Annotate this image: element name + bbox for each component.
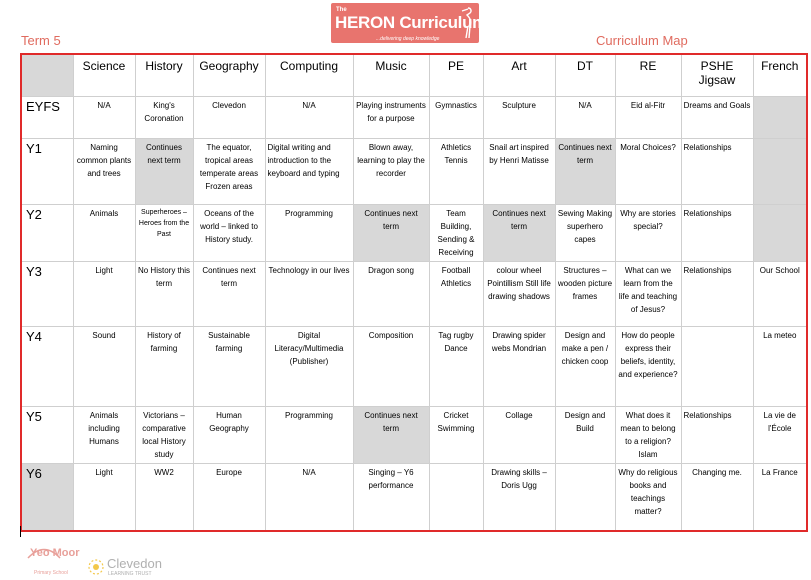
row-y3 xyxy=(21,261,807,326)
cell: Sculpture xyxy=(483,96,555,138)
row-label: Y6 xyxy=(21,463,73,531)
cell: N/A xyxy=(265,463,353,531)
cell: Our School xyxy=(753,261,807,326)
cell: Cricket Swimming xyxy=(429,406,483,463)
cell: Blown away, learning to play the recorder xyxy=(353,138,429,204)
cell: Programming xyxy=(265,204,353,261)
row-y2 xyxy=(21,204,807,261)
cell: Design and Build xyxy=(555,406,615,463)
cell: Continues next term xyxy=(353,204,429,261)
row-label: Y3 xyxy=(21,261,73,326)
col-pe: PE xyxy=(429,54,483,96)
sun-flower-icon xyxy=(87,558,105,576)
col-computing: Computing xyxy=(265,54,353,96)
row-y6 xyxy=(21,463,807,531)
cell xyxy=(429,463,483,531)
cell: Relationships xyxy=(681,138,753,204)
trust-name: Clevedon xyxy=(107,556,162,571)
cell: Structures – wooden picture frames xyxy=(555,261,615,326)
cell: What does it mean to belong to a religion? Islam xyxy=(615,406,681,463)
cell: Animals including Humans xyxy=(73,406,135,463)
cell: Sound xyxy=(73,326,135,406)
cell: Continues next term xyxy=(193,261,265,326)
row-y4 xyxy=(21,326,807,406)
cell: Light xyxy=(73,463,135,531)
cell: Superheroes – Heroes from the Past xyxy=(135,204,193,261)
cell: Light xyxy=(73,261,135,326)
col-re: RE xyxy=(615,54,681,96)
cell: Continues next term xyxy=(483,204,555,261)
cell xyxy=(753,96,807,138)
col-french: French xyxy=(753,54,807,96)
cell: The equator, tropical areas temperate areas Frozen areas xyxy=(193,138,265,204)
cell: N/A xyxy=(555,96,615,138)
cell: Team Building, Sending & Receiving xyxy=(429,204,483,261)
cell: What can we learn from the life and teaching of Jesus? xyxy=(615,261,681,326)
cell: Singing – Y6 performance xyxy=(353,463,429,531)
col-dt: DT xyxy=(555,54,615,96)
cell: Collage xyxy=(483,406,555,463)
cell: colour wheel Pointillism Still life drawing shadows xyxy=(483,261,555,326)
cell: Dragon song xyxy=(353,261,429,326)
cell: Playing instruments for a purpose xyxy=(353,96,429,138)
cell: Digital writing and introduction to the keyboard and typing xyxy=(265,138,353,204)
cell: Relationships xyxy=(681,204,753,261)
col-history: History xyxy=(135,54,193,96)
cell: Gymnastics xyxy=(429,96,483,138)
row-label: Y2 xyxy=(21,204,73,261)
cell: Clevedon xyxy=(193,96,265,138)
row-label: Y1 xyxy=(21,138,73,204)
cell: Oceans of the world – linked to History study. xyxy=(193,204,265,261)
row-y1 xyxy=(21,138,807,204)
col-science: Science xyxy=(73,54,135,96)
cell: History of farming xyxy=(135,326,193,406)
cell: Continues next term xyxy=(555,138,615,204)
row-label: Y4 xyxy=(21,326,73,406)
corner-cell xyxy=(21,54,73,96)
cell: Relationships xyxy=(681,406,753,463)
cell: Moral Choices? xyxy=(615,138,681,204)
cell: Continues next term xyxy=(135,138,193,204)
cell: Victorians – comparative local History study xyxy=(135,406,193,463)
term-label: Term 5 xyxy=(21,33,61,48)
cell: Naming common plants and trees xyxy=(73,138,135,204)
cell: Design and make a pen / chicken coop xyxy=(555,326,615,406)
header-row xyxy=(21,54,807,96)
logo-tagline: ...delivering deep knowledge xyxy=(376,36,440,42)
heron-bird-icon xyxy=(461,6,475,40)
cell: N/A xyxy=(73,96,135,138)
cell: Human Geography xyxy=(193,406,265,463)
cell: Digital Literacy/Multimedia (Publisher) xyxy=(265,326,353,406)
cell: La vie de l'École xyxy=(753,406,807,463)
cell: Football Athletics xyxy=(429,261,483,326)
cell: Sewing Making superhero capes xyxy=(555,204,615,261)
col-music: Music xyxy=(353,54,429,96)
cell: Sustainable farming xyxy=(193,326,265,406)
curriculum-table xyxy=(20,53,808,532)
row-label: Y5 xyxy=(21,406,73,463)
cell: Tag rugby Dance xyxy=(429,326,483,406)
school-subtitle: Primary School xyxy=(34,570,68,576)
cell: Technology in our lives xyxy=(265,261,353,326)
logo-small-text: The xyxy=(336,7,347,13)
cell: Europe xyxy=(193,463,265,531)
school-name: Yeo Moor xyxy=(30,547,80,559)
cell xyxy=(753,204,807,261)
cell: Athletics Tennis xyxy=(429,138,483,204)
cell: Eid al-Fitr xyxy=(615,96,681,138)
cell: Drawing skills – Doris Ugg xyxy=(483,463,555,531)
cell: No History this term xyxy=(135,261,193,326)
cell: Relationships xyxy=(681,261,753,326)
cell xyxy=(753,138,807,204)
trust-subtitle: LEARNING TRUST xyxy=(108,571,152,577)
cell: Drawing spider webs Mondrian xyxy=(483,326,555,406)
cell xyxy=(555,463,615,531)
page-title: Curriculum Map xyxy=(596,33,688,48)
cell: N/A xyxy=(265,96,353,138)
cell: Programming xyxy=(265,406,353,463)
cell: La meteo xyxy=(753,326,807,406)
cell: Changing me. xyxy=(681,463,753,531)
cell xyxy=(681,326,753,406)
yeo-moor-logo xyxy=(24,545,80,576)
heron-curriculum-logo xyxy=(331,3,487,43)
cell: Why are stories special? xyxy=(615,204,681,261)
cell: Composition xyxy=(353,326,429,406)
cell: Why do religious books and teachings matter? xyxy=(615,463,681,531)
row-eyfs xyxy=(21,96,807,138)
cell: How do people express their beliefs, identity, and experience? xyxy=(615,326,681,406)
row-label: EYFS xyxy=(21,96,73,138)
col-geography: Geography xyxy=(193,54,265,96)
col-pshe: PSHE Jigsaw xyxy=(681,54,753,96)
cell: La France xyxy=(753,463,807,531)
text-cursor xyxy=(20,526,21,537)
cell: Dreams and Goals xyxy=(681,96,753,138)
col-art: Art xyxy=(483,54,555,96)
cell: King's Coronation xyxy=(135,96,193,138)
cell: Snail art inspired by Henri Matisse xyxy=(483,138,555,204)
cell: Continues next term xyxy=(353,406,429,463)
cell: WW2 xyxy=(135,463,193,531)
logo-name: HERON Curriculum xyxy=(335,13,487,32)
cell: Animals xyxy=(73,204,135,261)
row-y5 xyxy=(21,406,807,463)
